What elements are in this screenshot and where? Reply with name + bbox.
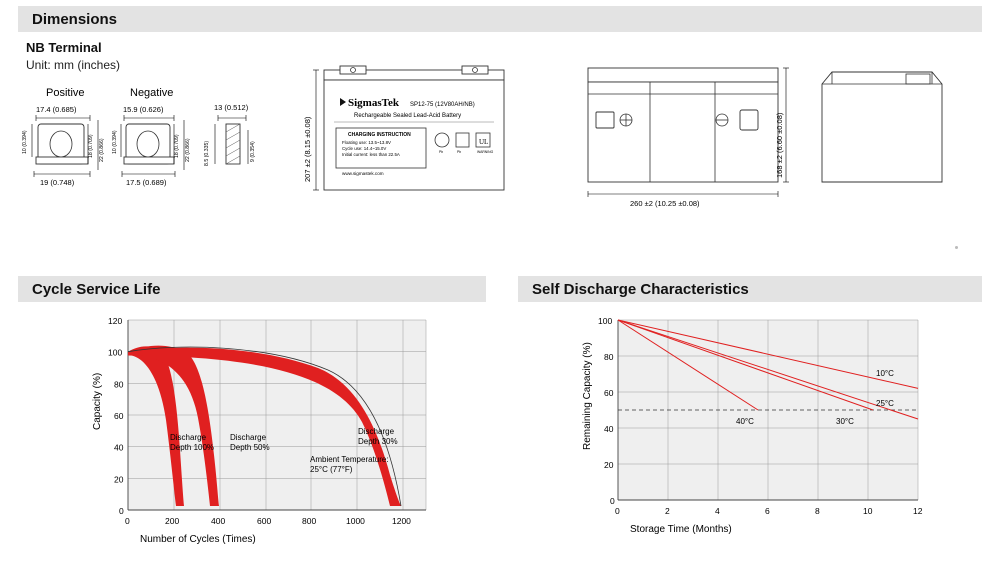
svg-text:0: 0 [615, 506, 620, 516]
tab-width-dim: 13 (0.512) [214, 103, 249, 112]
svg-text:UL: UL [479, 138, 489, 146]
section-title-cycle: Cycle Service Life [18, 276, 486, 302]
pos-height-right: 18 (0.709) [88, 134, 94, 158]
neg-height-right: 18 (0.709) [174, 134, 180, 158]
svg-text:40: 40 [604, 424, 614, 434]
battery-front-view [300, 62, 520, 212]
self-ylabel: Remaining Capacity (%) [582, 342, 593, 450]
svg-text:WARNING: WARNING [477, 150, 494, 154]
positive-label: Positive [46, 87, 85, 99]
svg-text:8: 8 [815, 506, 820, 516]
charging-line-2: Cycle use: 14.4~15.0V [342, 146, 387, 151]
svg-text:120: 120 [108, 316, 123, 326]
label-25C: 25°C [876, 399, 894, 408]
neg-width-dim: 15.9 (0.626) [123, 105, 164, 114]
svg-text:400: 400 [211, 516, 226, 526]
neg-height-outer: 22 (0.866) [185, 138, 191, 162]
decorative-dot [955, 246, 958, 249]
battery-brand: SigmasTek [348, 97, 399, 109]
annot-dod30-line2: Depth 30% [358, 437, 398, 446]
svg-text:4: 4 [715, 506, 720, 516]
svg-text:100: 100 [598, 316, 613, 326]
self-discharge-chart [518, 310, 982, 550]
self-xlabel: Storage Time (Months) [630, 524, 732, 535]
tab-height-dim: 9 (0.354) [250, 141, 256, 162]
battery-model: SP12-75 (12V80AH/NB) [410, 102, 475, 108]
pos-base-dim: 19 (0.748) [40, 178, 75, 187]
negative-label: Negative [130, 87, 174, 99]
svg-text:Pb: Pb [457, 150, 462, 154]
battery-side-view [570, 58, 800, 213]
svg-text:20: 20 [604, 460, 614, 470]
label-40C: 40°C [736, 417, 754, 426]
svg-text:100: 100 [108, 347, 123, 358]
terminal-drawings [18, 82, 288, 212]
svg-text:0: 0 [119, 506, 124, 516]
svg-text:40: 40 [114, 442, 124, 453]
svg-text:1200: 1200 [392, 516, 411, 526]
svg-text:200: 200 [165, 516, 180, 526]
charging-line-1: Floating use: 13.5~13.8V [342, 140, 391, 145]
pos-height-left: 10 (0.394) [22, 130, 28, 154]
cycle-service-life-chart [18, 310, 486, 550]
dimensions-section-header [18, 6, 982, 32]
svg-text:6: 6 [765, 506, 770, 516]
unit-label: Unit: mm (inches) [26, 58, 121, 72]
neg-base-dim: 17.5 (0.689) [126, 178, 167, 187]
battery-height-dim: 207 ±2 (8.15 ±0.08) [303, 116, 312, 182]
svg-text:800: 800 [302, 516, 317, 526]
svg-text:60: 60 [604, 388, 614, 398]
svg-text:20: 20 [114, 474, 124, 485]
self-discharge-section-header [518, 276, 982, 302]
pos-width-dim: 17.4 (0.685) [36, 105, 77, 114]
battery-length-dim: 260 ±2 (10.25 ±0.08) [630, 199, 700, 208]
svg-text:60: 60 [114, 411, 124, 421]
annot-dod100-line1: Discharge [170, 433, 207, 442]
label-30C: 30°C [836, 417, 854, 426]
svg-text:Pb: Pb [439, 150, 444, 154]
charging-instruction-title: CHARGING INSTRUCTION [348, 132, 411, 138]
svg-text:2: 2 [665, 506, 670, 516]
annot-ambient-line2: 25°C (77°F) [310, 465, 353, 474]
annot-dod100-line2: Depth 100% [170, 443, 215, 452]
svg-text:0: 0 [125, 516, 130, 526]
neg-height-left: 10 (0.394) [112, 130, 118, 154]
svg-text:1000: 1000 [346, 516, 365, 526]
annot-dod50-line1: Discharge [230, 433, 267, 442]
svg-text:600: 600 [257, 516, 272, 526]
tab-thickness-dim: 8.5 (0.335) [204, 140, 210, 166]
svg-text:80: 80 [604, 352, 614, 362]
annot-dod50-line2: Depth 50% [230, 443, 270, 452]
svg-text:80: 80 [114, 379, 124, 390]
svg-text:0: 0 [610, 496, 615, 506]
annot-ambient-line1: Ambient Temperature: [310, 455, 389, 464]
svg-text:12: 12 [913, 506, 923, 516]
svg-text:10: 10 [863, 506, 873, 516]
nb-terminal-title: NB Terminal [26, 40, 102, 55]
cycle-section-header [18, 276, 486, 302]
annot-dod30-line1: Discharge [358, 427, 395, 436]
section-title-self-discharge: Self Discharge Characteristics [518, 276, 982, 302]
battery-end-view [812, 58, 962, 213]
section-title-dimensions: Dimensions [18, 6, 982, 32]
battery-website: www.sigmastek.com [342, 171, 384, 176]
cycle-ylabel: Capacity (%) [92, 372, 103, 430]
label-10C: 10°C [876, 369, 894, 378]
pos-height-outer: 22 (0.866) [99, 138, 105, 162]
charging-line-3: Initial current: less than 22.5A [342, 152, 400, 157]
cycle-xlabel: Number of Cycles (Times) [140, 534, 256, 545]
battery-top-height-dim: 168 ±2 (6.60 ±0.08) [775, 112, 784, 178]
battery-subtitle: Rechargeable Sealed Lead-Acid Battery [354, 113, 462, 119]
